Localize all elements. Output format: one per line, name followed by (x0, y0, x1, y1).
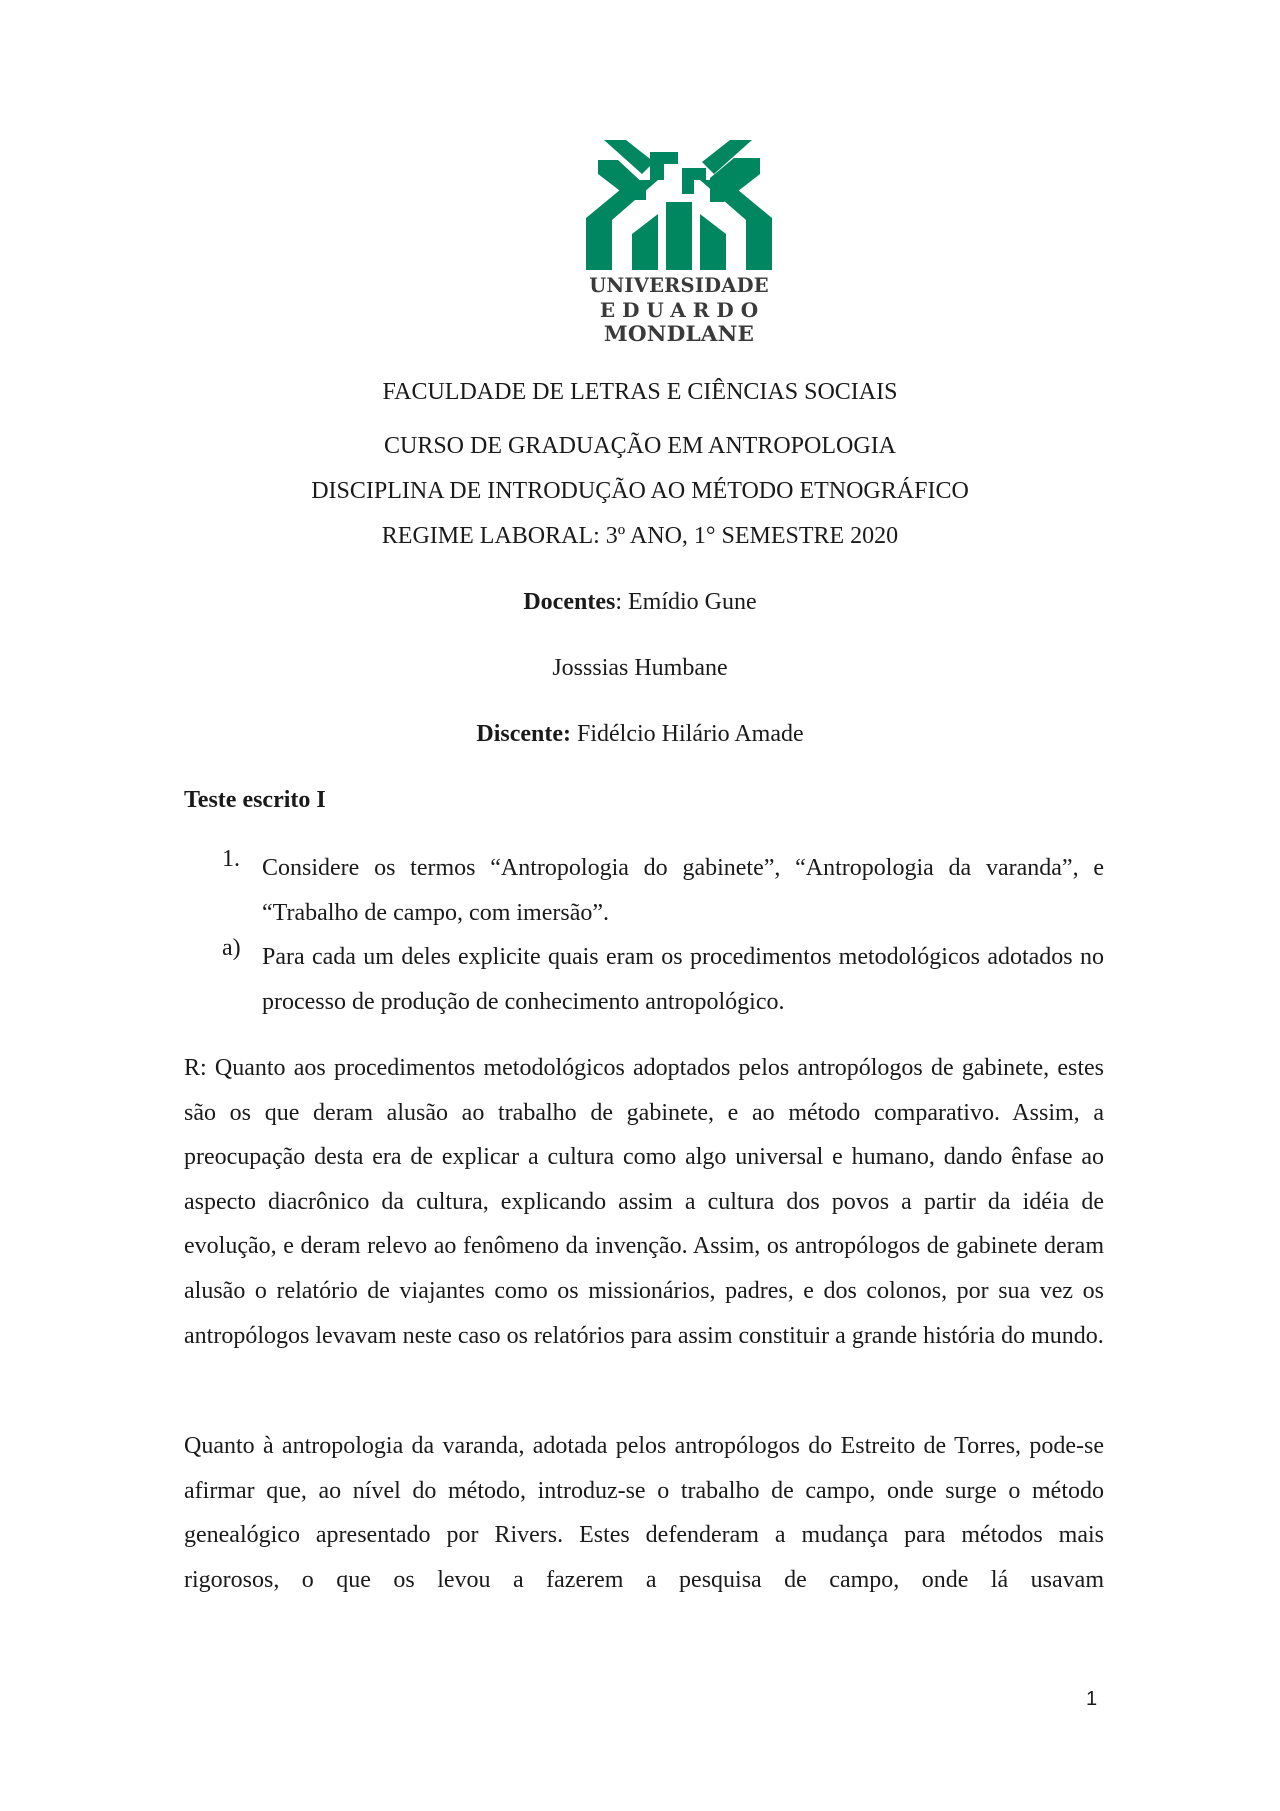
logo-text-line1: UNIVERSIDADE (589, 274, 769, 297)
docentes-label: Docentes (523, 589, 616, 615)
docentes-line (0, 588, 1280, 616)
docente-name-2: Josssias Humbane (552, 655, 728, 681)
answer-paragraph: Quanto à antropologia da varanda, adotada pelos antropólogos do Estreito de Torres, pode-se afirmar que, ao nível do método, introduz-se o trabalho de campo, onde surge o método genealógico apresentado por Rivers. Estes defenderam a mudança para métodos mais rigorosos, o que os levou a fazerem a pesquisa de campo, onde lá usavam (184, 1433, 1104, 1593)
logo-text-line3: MONDLANE (603, 322, 755, 347)
question-text: Considere os termos “Antropologia do gabinete”, “Antropologia da varanda”, e “Trabalho de campo, com imersão”. (262, 855, 1104, 926)
discente-line (0, 720, 1280, 748)
list-marker: a) (222, 935, 241, 961)
list-marker: 1. (222, 846, 240, 872)
faculty-title: FACULDADE DE LETRAS E CIÊNCIAS SOCIAIS (382, 379, 898, 405)
university-logo (584, 138, 774, 350)
regime-line: REGIME LABORAL: 3º ANO, 1° SEMESTRE 2020 (381, 523, 899, 549)
course-title: CURSO DE GRADUAÇÃO EM ANTROPOLOGIA (383, 433, 897, 459)
logo-text-line2: EDUARDO (599, 298, 766, 322)
discente-name: Fidélcio Hilário Amade (577, 721, 804, 747)
answer-paragraph: R: Quanto aos procedimentos metodológicos adoptados pelos antropólogos de gabinete, estes são os que deram alusão ao trabalho de gabinete, e ao método comparativo. Assim, a preocupação desta era de explicar a cultura como algo universal e humano, dando ênfase ao aspecto diacrônico da cultura, explicando assim a cultura dos povos a partir da idéia de evolução, e deram relevo ao fenômeno da invenção. Assim, os antropólogos de gabinete deram alusão o relatório de viajantes como os missionários, padres, e dos colonos, por sua vez os antropólogos levavam neste caso os relatórios para assim constituir a grande história do mundo. (184, 1055, 1104, 1349)
page-number: 1 (1086, 1688, 1098, 1710)
discente-label: Discente: (476, 721, 571, 747)
test-title: Teste escrito I (184, 787, 326, 813)
university-emblem-icon (584, 138, 774, 273)
docente-name-1: Emídio Gune (627, 589, 757, 615)
docentes-separator: : (615, 589, 628, 615)
question-text: Para cada um deles explicite quais eram os procedimentos metodológicos adotados no processo de produção de conhecimento antropológico. (262, 944, 1104, 1015)
discipline-title: DISCIPLINA DE INTRODUÇÃO AO MÉTODO ETNOGRÁFICO (311, 478, 969, 504)
